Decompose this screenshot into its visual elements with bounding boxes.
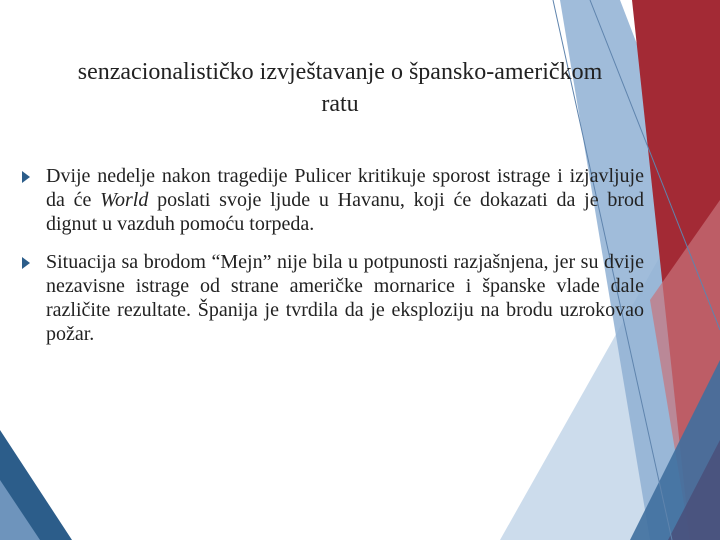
bullet-list	[22, 164, 644, 360]
bullet-item	[22, 250, 644, 346]
slide-title: senzacionalističko izvještavanje o špansko-američkom ratu	[77, 59, 603, 117]
bullet-text-part: Dvije nedelje nakon tragedije Pulicer kritikuje sporost istrage i izjavljuje da će	[46, 165, 644, 211]
bullet-text	[46, 250, 644, 346]
bullet-text	[46, 164, 644, 236]
newspaper-name: World	[100, 189, 149, 211]
triangle-bullet-icon	[22, 257, 30, 269]
bullet-text-part: poslati svoje ljude u Havanu, koji će dokazati da je brod dignut u vazduh pomoću torpeda.	[46, 189, 644, 235]
bullet-text-part: Situacija sa brodom “Mejn” nije bila u potpunosti razjašnjena, jer su dvije nezavisne istrage od strane američke mornarice i španske vlade dale različite rezultate. Španija je tvrdila da je eksploziju na brodu uzrokovao požar.	[46, 251, 644, 345]
triangle-bullet-icon	[22, 171, 30, 183]
bullet-item	[22, 164, 644, 236]
